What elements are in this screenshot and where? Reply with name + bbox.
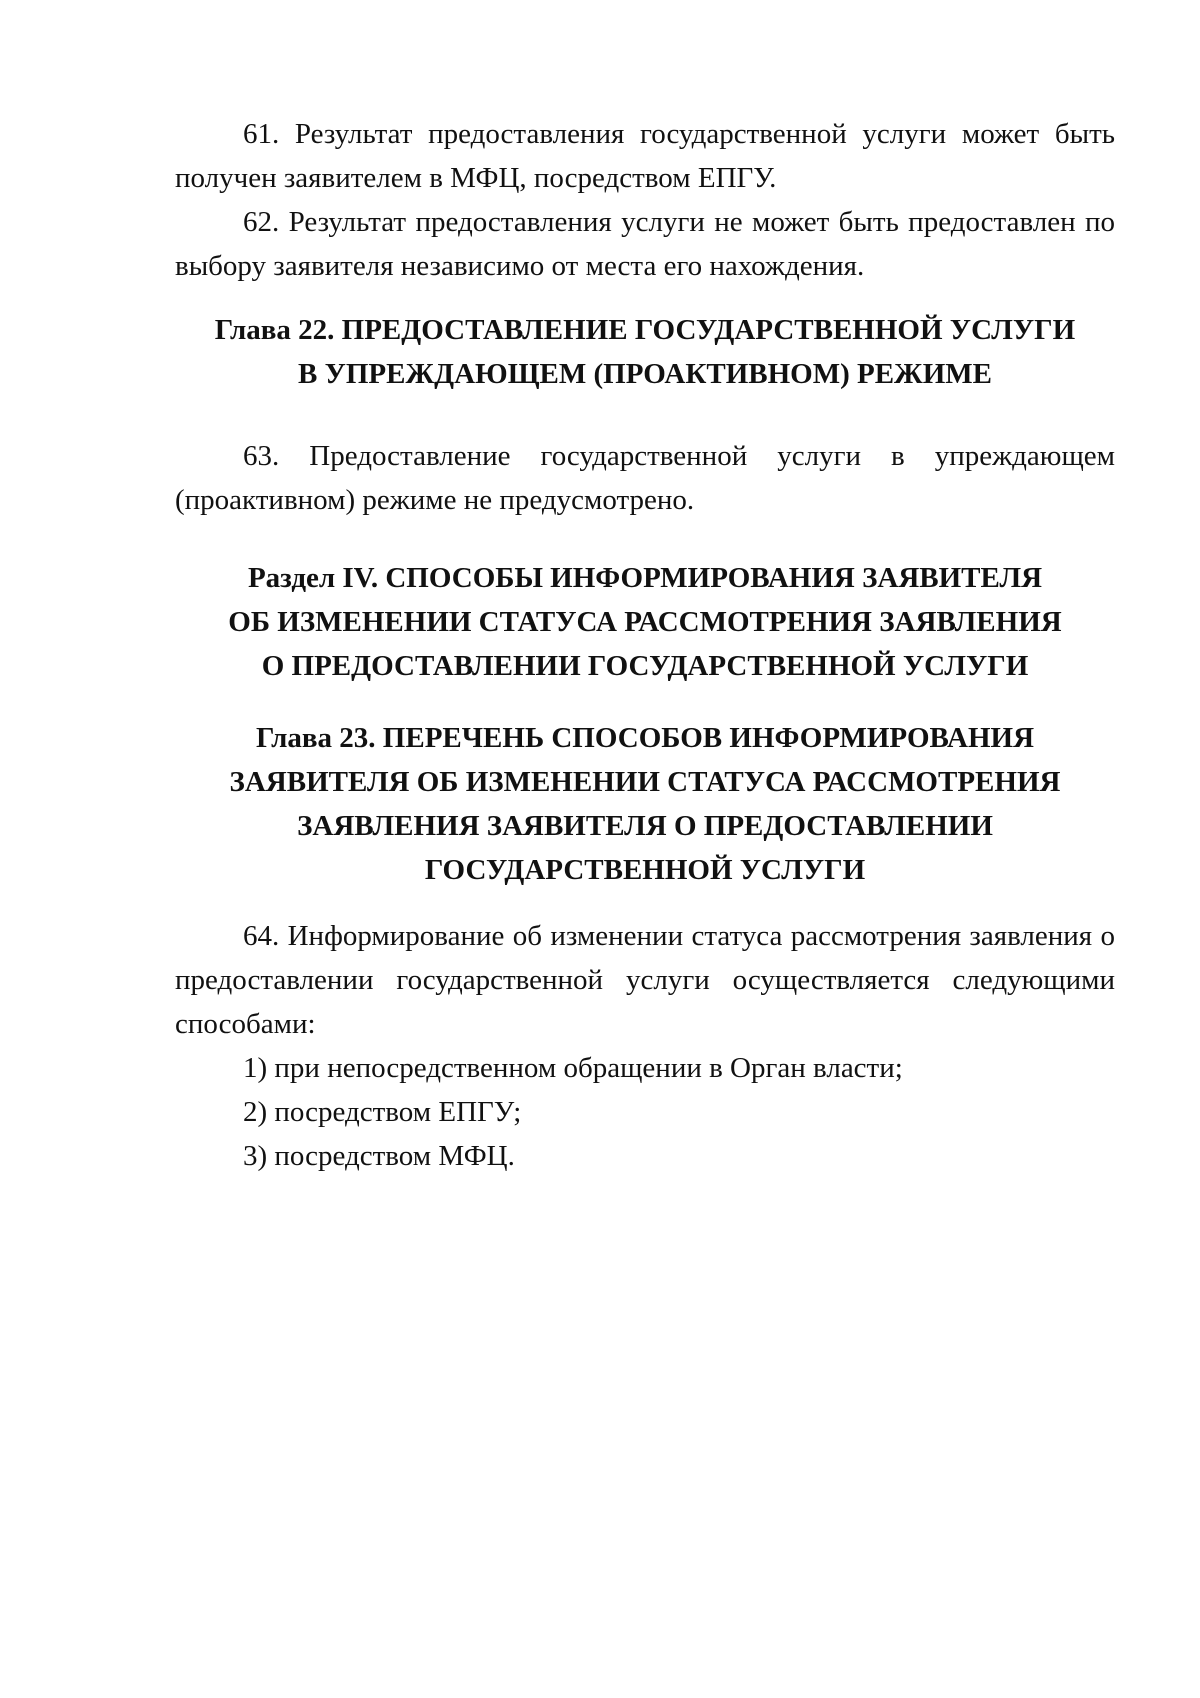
paragraph-63-block [175,434,1115,522]
chapter-23-title-line-4: ГОСУДАРСТВЕННОЙ УСЛУГИ [424,854,866,886]
list-item-2: 2) посредством ЕПГУ; [243,1096,522,1128]
section-4-title-line-1: Раздел IV. СПОСОБЫ ИНФОРМИРОВАНИЯ ЗАЯВИТЕЛЯ [247,562,1043,594]
paragraph-64-block [175,914,1115,1178]
chapter-22-title-line-2: В УПРЕЖДАЮЩЕМ (ПРОАКТИВНОМ) РЕЖИМЕ [297,358,992,390]
chapter-23-heading [175,716,1115,892]
list-item-1: 1) при непосредственном обращении в Орган власти; [243,1052,903,1084]
section-4-title-line-2: ОБ ИЗМЕНЕНИИ СТАТУСА РАССМОТРЕНИЯ ЗАЯВЛЕНИЯ [228,606,1062,638]
chapter-23-title-line-2: ЗАЯВИТЕЛЯ ОБ ИЗМЕНЕНИИ СТАТУСА РАССМОТРЕНИЯ [229,766,1061,798]
paragraph-61: 61. Результат предоставления государственной услуги может быть получен заявителем в МФЦ, посредством ЕПГУ. [175,118,1115,194]
list-item-3: 3) посредством МФЦ. [243,1140,515,1172]
paragraph-64: 64. Информирование об изменении статуса рассмотрения заявления о предоставлении государственной услуги осуществляется следующими способами: [175,920,1115,1040]
chapter-22-heading [175,308,1115,396]
paragraph-63: 63. Предоставление государственной услуги в упреждающем (проактивном) режиме не предусмотрено. [175,440,1115,516]
paragraphs-61-62 [175,112,1115,288]
chapter-23-title-line-1: Глава 23. ПЕРЕЧЕНЬ СПОСОБОВ ИНФОРМИРОВАНИЯ [255,722,1035,754]
section-4-heading [175,556,1115,688]
section-4-title-line-3: О ПРЕДОСТАВЛЕНИИ ГОСУДАРСТВЕННОЙ УСЛУГИ [261,650,1029,682]
paragraph-62: 62. Результат предоставления услуги не может быть предоставлен по выбору заявителя независимо от места его нахождения. [175,206,1115,282]
chapter-23-title-line-3: ЗАЯВЛЕНИЯ ЗАЯВИТЕЛЯ О ПРЕДОСТАВЛЕНИИ [297,810,993,842]
chapter-22-title-line-1: Глава 22. ПРЕДОСТАВЛЕНИЕ ГОСУДАРСТВЕННОЙ УСЛУГИ [214,314,1076,346]
